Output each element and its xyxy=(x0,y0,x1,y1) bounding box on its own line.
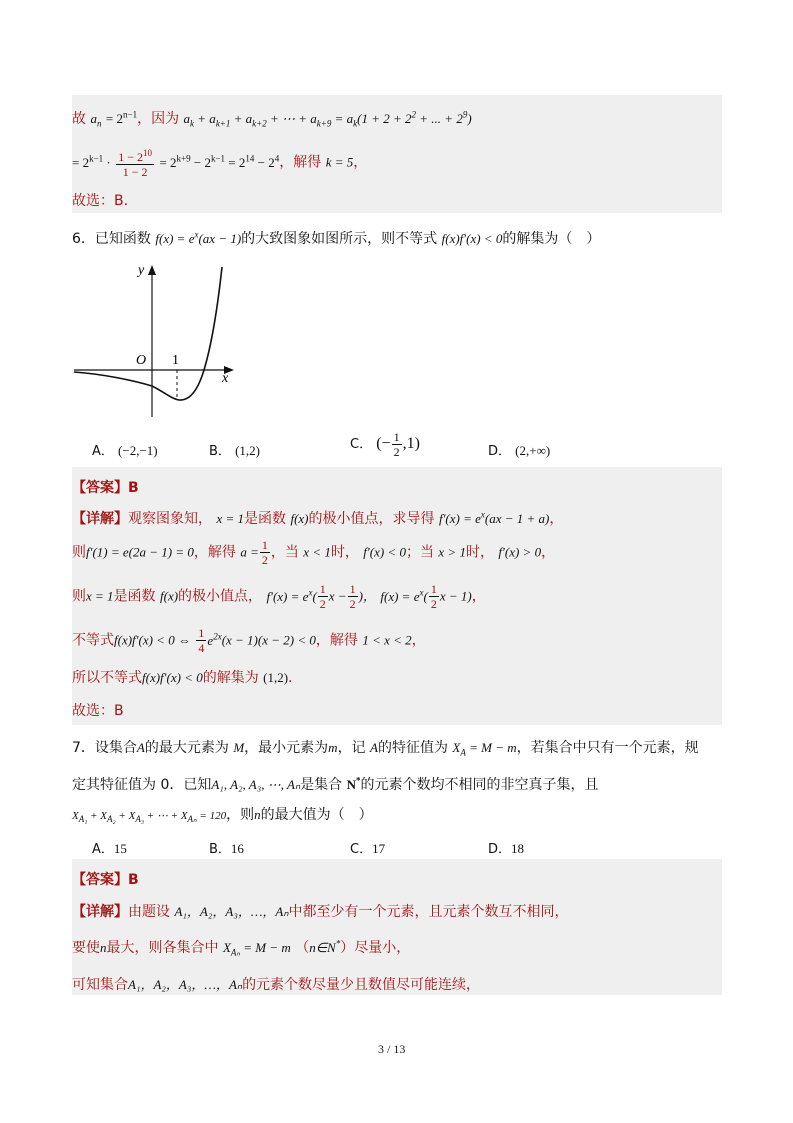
q7-option-d[interactable]: D．18 xyxy=(488,841,525,857)
q7-stem-line-1: 7．设集合A的最大元素为 M，最小元素为m，记 A的特征值为 $X_A = M - m$，若集合中只有一个元素，规 xyxy=(72,740,699,758)
q7-stem-line-3: $X_{A_1} + X_{A_2} + X_{A_3}$ + ⋯ + $X_{A_n} = 120$，则n的最大值为（ ） xyxy=(72,807,373,825)
q7-option-b[interactable]: B．16 xyxy=(209,841,244,857)
q5-choose: 故选：B. xyxy=(72,193,129,209)
page-number: 3 / 13 xyxy=(378,1042,406,1056)
q6-answer: 【答案】B xyxy=(72,480,139,496)
q7-option-c[interactable]: C．17 xyxy=(350,841,386,857)
q6-detail-4: 不等式f(x)f′(x) < 0 ⇔ $\frac{1}{4}$ $e^{2x}(x - 1)(x - 2) < 0$，解得 1 < x < 2， xyxy=(72,626,426,655)
y-axis-arrow xyxy=(148,265,156,275)
q6-choose: 故选：B xyxy=(72,703,124,719)
tick-label-1: 1 xyxy=(172,353,179,368)
q6-detail-1: 【详解】观察图象知， x = 1是函数 f(x)的极小值点，求导得 $f'(x) = e^x(ax - 1 + a)$， xyxy=(72,509,564,527)
q6-detail-3: 则x = 1是函数 f(x)的极小值点， $f'(x) = e^x$( $\frac{1}{2}$ x − $\frac{1}{2}$ )， $f(x) = e^x$( $\frac{1}{2}$ x − 1)， xyxy=(72,582,486,611)
origin-label: O xyxy=(136,353,147,368)
q6-option-c[interactable]: C． (− $\frac{1}{2}$ ,1) xyxy=(350,430,420,459)
q6-detail-2: 则f′(1) = e(2a − 1) = 0，解得 a = $\frac{1}{2}$ ，当 x < 1时， f′(x) < 0；当 x > 1时， f′(x) > 0， xyxy=(72,538,556,567)
q6-detail-5: 所以不等式f(x)f′(x) < 0的解集为 (1,2). xyxy=(72,670,293,686)
q7-stem-line-2: 定其特征值为 0．已知A₁, A₂, A₃, ⋯, Aₙ是集合 N*的元素个数均不相同的非空真子集，且 xyxy=(72,775,599,793)
q6-stem: 6．已知函数 $f(x) = e^x(ax - 1)$的大致图象如图所示，则不等式 f(x)f′(x) < 0的解集为（ ） xyxy=(72,229,601,247)
q7-option-a[interactable]: A．15 xyxy=(92,841,127,857)
function-curve xyxy=(74,267,222,400)
y-axis-label: y xyxy=(138,263,145,278)
q7-detail-3: 可知集合A₁，A₂，A₃，…，Aₙ的元素个数尽量少且数值尽可能连续， xyxy=(72,977,481,993)
x-axis-label: x xyxy=(222,371,229,386)
q5-line-1: 故 $a_n = 2^{n-1}$，因为 $a_k + a_{k+1} + a_{k+2}$ + ⋯ + $a_{k+9} = a_k(1 + 2 + 2^2$ + ... + $2^9$) xyxy=(72,109,472,129)
q6-option-d[interactable]: D． (2,+∞) xyxy=(488,443,551,459)
q6-option-a[interactable]: A． (−2,−1) xyxy=(92,443,158,459)
q7-answer: 【答案】B xyxy=(72,872,139,888)
q5-line-2: = $2^{k-1}$ · $\frac{1 - 2^{10}}{1 - 2}$ = $2^{k+9} - 2^{k-1} = 2^{14} - 2^4$，解得 k = 5， xyxy=(72,148,368,179)
q6-function-graph xyxy=(72,262,242,422)
q7-detail-2: 要使n最大，则各集合中 $X_{A_n} = M - m$ （n∈N*）尽量小， xyxy=(72,938,411,958)
q6-option-b[interactable]: B． (1,2) xyxy=(209,443,260,459)
q7-detail-1: 【详解】由题设 A₁，A₂，A₃，…，Aₙ中都至少有一个元素，且元素个数互不相同， xyxy=(72,904,569,920)
